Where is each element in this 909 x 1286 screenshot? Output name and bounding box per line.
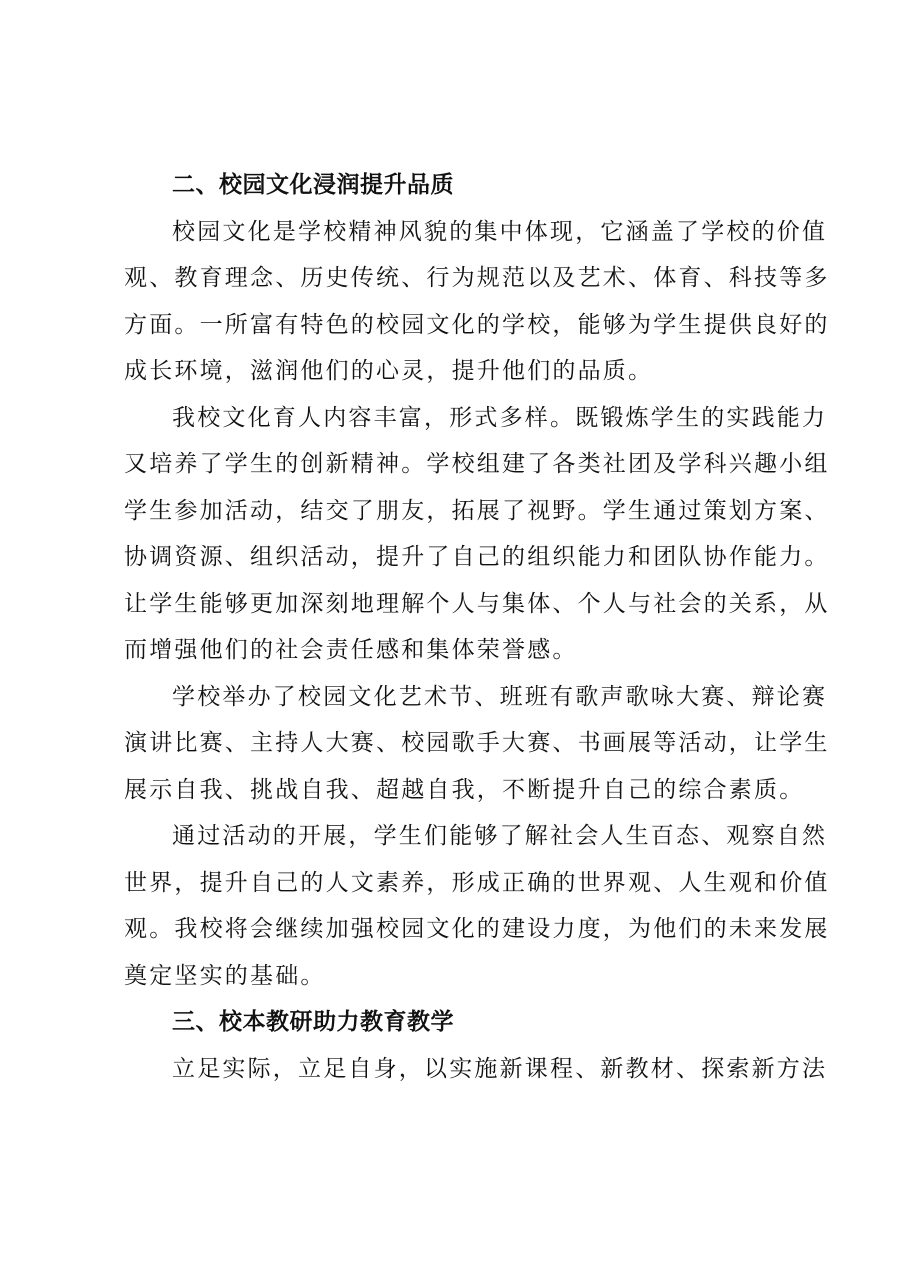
paragraph-line: 成长环境，滋润他们的心灵，提升他们的品质。	[124, 358, 654, 384]
paragraph-line: 协调资源、组织活动，提升了自己的组织能力和团队协作能力。	[124, 544, 830, 570]
paragraph-line: 学校举办了校园文化艺术节、班班有歌声歌咏大赛、辩论赛	[172, 683, 828, 710]
paragraph-line: 方面。一所富有特色的校园文化的学校，能够为学生提供良好的	[124, 311, 830, 338]
paragraph-line: 校园文化是学校精神风貌的集中体现，它涵盖了学校的价值	[172, 218, 828, 245]
paragraph-line: 学生参加活动，结交了朋友，拓展了视野。学生通过策划方案、	[124, 497, 830, 524]
paragraph-line: 演讲比赛、主持人大赛、校园歌手大赛、书画展等活动，让学生	[124, 730, 830, 756]
paragraph	[124, 395, 830, 674]
paragraph	[124, 813, 830, 999]
section-heading: 二、校园文化浸润提升品质	[172, 172, 454, 198]
paragraph-line: 又培养了学生的创新精神。学校组建了各类社团及学科兴趣小组	[124, 451, 830, 477]
paragraph-line: 而增强他们的社会责任感和集体荣誉感。	[124, 637, 578, 663]
section-heading: 三、校本教研助力教育教学	[172, 1009, 454, 1035]
paragraph-line: 立足实际，立足自身，以实施新课程、新教材、探索新方法	[172, 1055, 828, 1082]
paragraph-line: 世界，提升自己的人文素养，形成正确的世界观、人生观和价值	[124, 869, 830, 896]
paragraph-line: 让学生能够更加深刻地理解个人与集体、个人与社会的关系，从	[124, 590, 830, 617]
paragraph	[124, 209, 830, 395]
paragraph-line: 通过活动的开展，学生们能够了解社会人生百态、观察自然	[172, 823, 828, 849]
paragraph-line: 观。我校将会继续加强校园文化的建设力度，为他们的未来发展	[124, 916, 830, 942]
paragraph-line: 观、教育理念、历史传统、行为规范以及艺术、体育、科技等多	[124, 265, 830, 291]
paragraph	[124, 1046, 828, 1093]
paragraph-line: 我校文化育人内容丰富，形式多样。既锻炼学生的实践能力	[172, 404, 828, 431]
paragraph-line: 展示自我、挑战自我、超越自我，不断提升自己的综合素质。	[124, 776, 805, 803]
paragraph	[124, 674, 830, 814]
document-body	[124, 162, 830, 1092]
paragraph-line: 奠定坚实的基础。	[124, 962, 326, 989]
